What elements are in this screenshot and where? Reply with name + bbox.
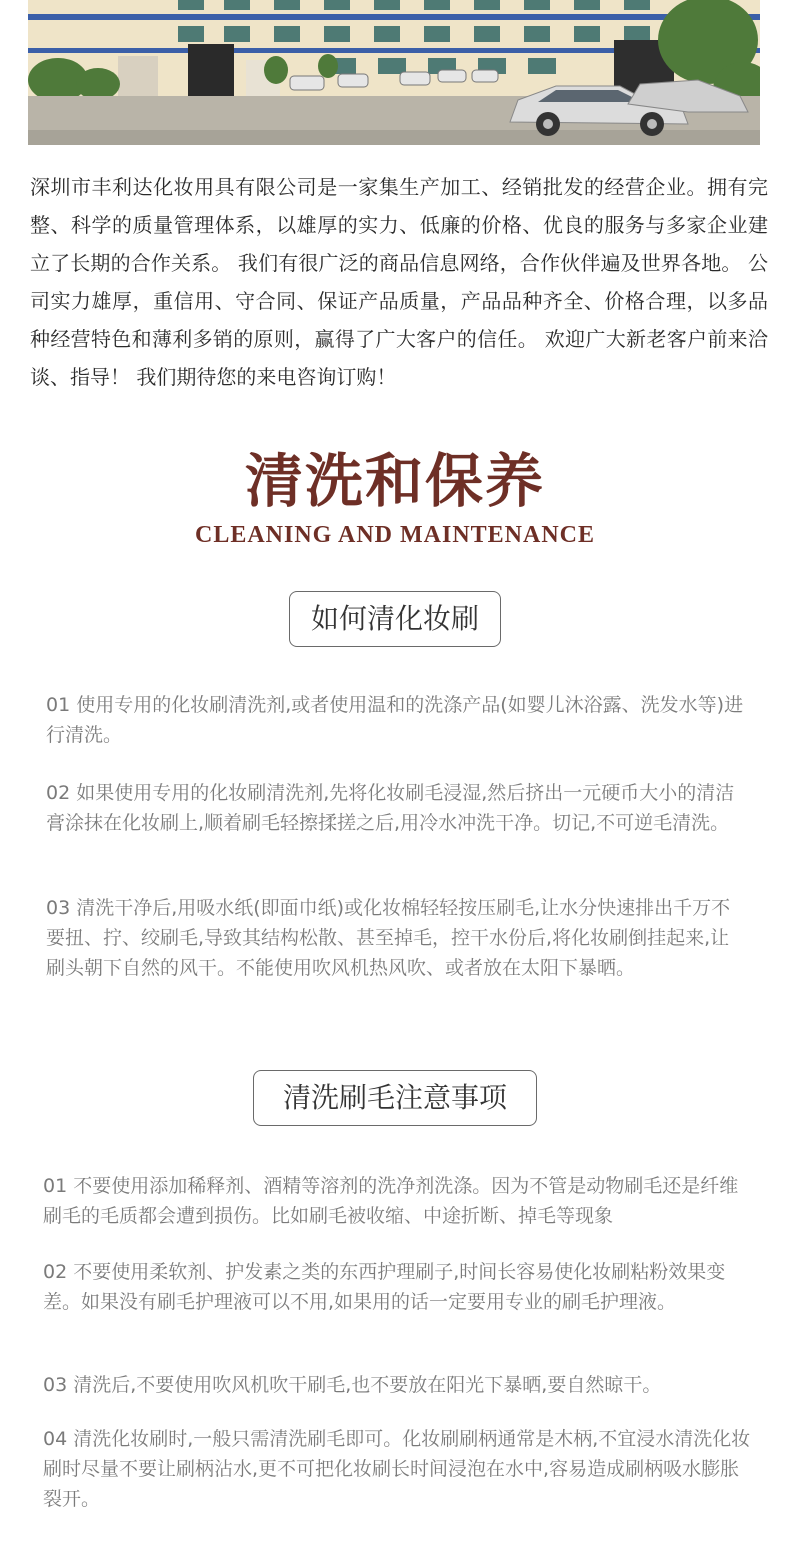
precaution-1: 01 不要使用添加稀释剂、酒精等溶剂的洗净剂洗涤。因为不管是动物刷毛还是纤维刷毛的毛质都会遭到损伤。比如刷毛被收缩、中途折断、掉毛等现象 [43, 1175, 739, 1227]
section-title-zh: 清洗和保养 [244, 447, 545, 515]
section-title-en: CLEANING AND MAINTENANCE [194, 522, 596, 548]
precaution-3: 03 清洗后,不要使用吹风机吹干刷毛,也不要放在阳光下暴晒,要自然晾干。 [43, 1374, 662, 1396]
precautions-title: 清洗刷毛注意事项 [253, 1070, 537, 1126]
company-intro: 深圳市丰利达化妆用具有限公司是一家集生产加工、经销批发的经营企业。拥有完整、科学的质量管理体系，以雄厚的实力、低廉的价格、优良的服务与多家企业建立了长期的合作关系。 我们有很广泛的商品信息网络，合作伙伴遍及世界各地。 公司实力雄厚，重信用、守合同、保证产品质量，产品品种齐全、价格合理，以多品种经营特色和薄利多销的原则，赢得了广大客户的信任。 欢迎广大新老客户前来洽谈、指导！ 我们期待您的来电咨询订购！ [30, 175, 768, 389]
clean-step-3: 03 清洗干净后,用吸水纸(即面巾纸)或化妆棉轻轻按压刷毛,让水分快速排出千万不要扭、拧、绞刷毛,导致其结构松散、甚至掉毛，控干水份后,将化妆刷倒挂起来,让刷头朝下自然的风干。不能使用吹风机热风吹、或者放在太阳下暴晒。 [46, 897, 731, 979]
factory-photo [28, 0, 760, 145]
clean-step-1: 01 使用专用的化妆刷清洗剂,或者使用温和的洗涤产品(如婴儿沐浴露、洗发水等)进行清洗。 [46, 694, 744, 746]
clean-step-2: 02 如果使用专用的化妆刷清洗剂,先将化妆刷毛浸湿,然后挤出一元硬币大小的清洁膏涂抹在化妆刷上,顺着刷毛轻擦揉搓之后,用冷水冲洗干净。切记,不可逆毛清洗。 [46, 782, 735, 834]
precaution-4: 04 清洗化妆刷时,一般只需清洗刷毛即可。化妆刷刷柄通常是木柄,不宜浸水清洗化妆刷时尽量不要让刷柄沾水,更不可把化妆刷长时间浸泡在水中,容易造成刷柄吸水膨胀裂开。 [43, 1428, 751, 1510]
factory-building-illustration [28, 0, 760, 145]
how-to-clean-title: 如何清化妆刷 [289, 591, 501, 647]
precaution-2: 02 不要使用柔软剂、护发素之类的东西护理刷子,时间长容易使化妆刷粘粉效果变差。如果没有刷毛护理液可以不用,如果用的话一定要用专业的刷毛护理液。 [43, 1261, 726, 1313]
